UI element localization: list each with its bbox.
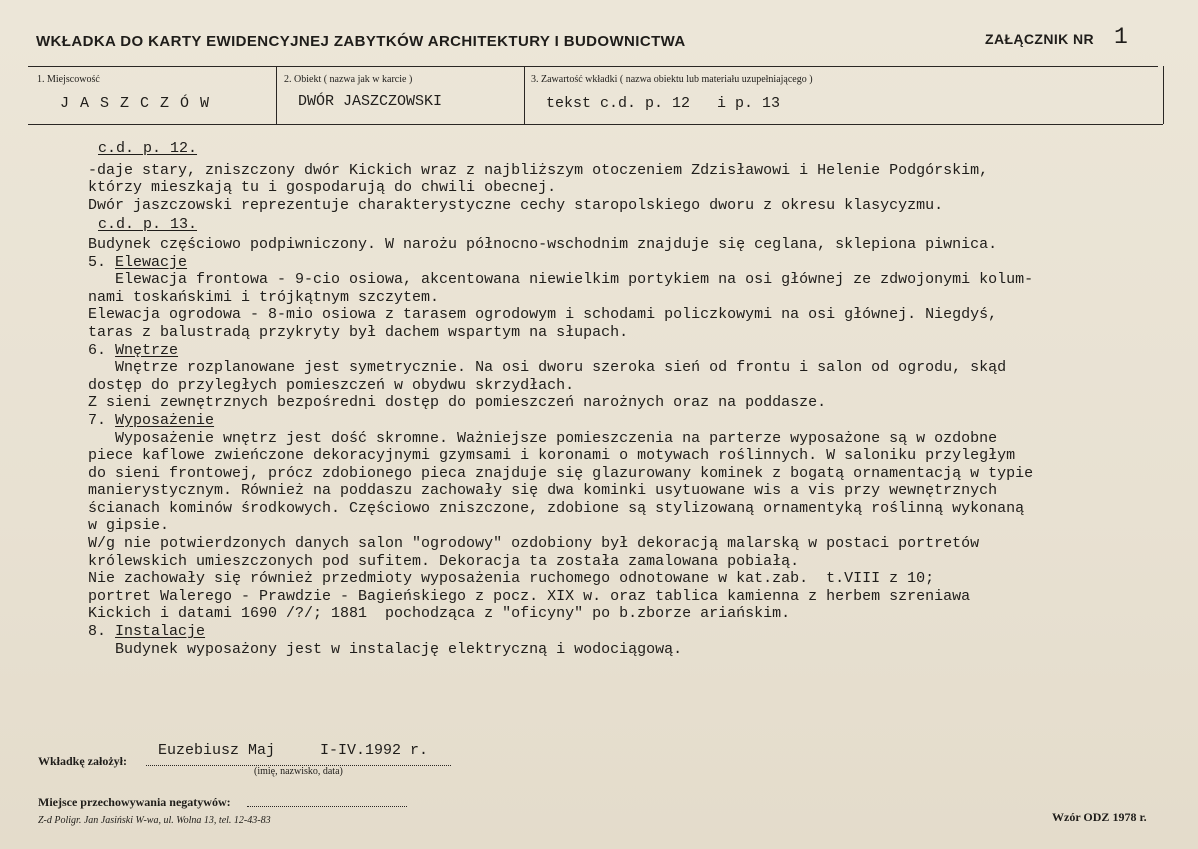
text-line: którzy mieszkają tu i gospodarują do chwili obecnej. [88, 179, 557, 197]
text-line: Kickich i datami 1690 /?/; 1881 pochodząca z "oficyny" po b.zborze ariańskim. [88, 605, 791, 623]
text-line: taras z balustradą przykryty był dachem wspartym na słupach. [88, 323, 629, 341]
section-heading-interior: Wnętrze [115, 341, 179, 359]
object-label: 2. Obiekt ( nazwa jak w karcie ) [284, 74, 413, 85]
section-heading-installations: Instalacje [115, 623, 206, 641]
text-line: W/g nie potwierdzonych danych salon "ogrodowy" ozdobiony był dekoracją malarską w postaci portretów [88, 535, 980, 553]
created-by-caption: (imię, nazwisko, data) [254, 766, 343, 777]
section-number: 8. [88, 623, 107, 641]
header-rule-bottom [28, 124, 1163, 125]
text-line: Elewacja frontowa - 9-cio osiowa, akcentowana niewielkim portykiem na osi głównej ze zdwojonymi kolum- [88, 271, 1034, 289]
text-line: Elewacja ogrodowa - 8-mio osiowa z tarasem ogrodowym i schodami policzkowymi na osi głównej. Niegdyś, [88, 306, 998, 324]
text-line: manierystycznym. Również na poddaszu zachowały się dwa kominki usytuowane wis a vis przy wewnętrznych [88, 482, 998, 500]
section-number: 7. [88, 411, 107, 429]
negatives-dotted-line [247, 806, 407, 807]
created-by-label: Wkładkę założył: [38, 754, 127, 768]
header-rule-top [28, 66, 1158, 67]
field-divider-2 [524, 66, 525, 124]
text-line: dostęp do przyległych pomieszczeń w obydwu skrzydłach. [88, 376, 575, 394]
printer-imprint: Z-d Poligr. Jan Jasiński W-wa, ul. Wolna 13, tel. 12-43-83 [38, 815, 271, 826]
negatives-location-label: Miejsce przechowywania negatywów: [38, 795, 231, 809]
text-line: portret Walerego - Prawdzie - Bagieńskiego z pocz. XIX w. oraz tablica kamienna z herbem szreniawa [88, 587, 971, 605]
text-line: do sieni frontowej, prócz zdobionego pieca znajduje się glazurowany kominek z bogatą ornamentacją w typie [88, 464, 1034, 482]
content-label: 3. Zawartość wkładki ( nazwa obiektu lub materiału uzupełniającego ) [531, 74, 813, 85]
text-line: -daje stary, zniszczony dwór Kickich wraz z najbliższym otoczeniem Zdzisławowi i Helenie Podgórskim, [88, 161, 989, 179]
field-divider-right [1163, 66, 1164, 124]
continuation-p12: c.d. p. 12. [98, 140, 198, 157]
text-line: Wnętrze rozplanowane jest symetrycznie. Na osi dworu szeroka sień od frontu i salon od ogrodu, skąd [88, 359, 1007, 377]
annex-number: 1 [1114, 24, 1128, 50]
content-value: tekst c.d. p. 12 i p. 13 [546, 95, 781, 112]
text-line: Nie zachowały się również przedmioty wyposażenia ruchomego odnotowane w kat.zab. t.VIII z 10; [88, 570, 935, 588]
object-value: DWÓR JASZCZOWSKI [298, 93, 443, 110]
section-heading-furnishings: Wyposażenie [115, 411, 215, 429]
text-line: królewskich umieszczonych pod sufitem. Dekoracja ta została zamalowana pobiałą. [88, 552, 800, 570]
text-line: Budynek wyposażony jest w instalację elektryczną i wodociągową. [88, 640, 683, 658]
text-line: nami toskańskimi i trójkątnym szczytem. [88, 288, 440, 306]
text-line: ścianach kominów środkowych. Częściowo zniszczone, zdobione są stylizowaną ornamentyką roślinną wykonaną [88, 499, 1025, 517]
text-line: Z sieni zewnętrznych bezpośredni dostęp do pomieszczeń narożnych oraz na poddasze. [88, 394, 827, 412]
text-line: Budynek częściowo podpiwniczony. W narożu północno-wschodnim znajduje się ceglana, sklepiona piwnica. [88, 235, 998, 253]
locality-label: 1. Miejscowość [37, 74, 100, 85]
card-title: WKŁADKA DO KARTY EWIDENCYJNEJ ZABYTKÓW ARCHITEKTURY I BUDOWNICTWA [36, 33, 686, 50]
continuation-p13: c.d. p. 13. [98, 216, 198, 234]
text-line: w gipsie. [88, 517, 170, 535]
text-line: Dwór jaszczowski reprezentuje charakterystyczne cechy staropolskiego dworu z okresu klasycyzmu. [88, 196, 944, 214]
form-code: Wzór ODZ 1978 r. [1052, 810, 1147, 824]
text-line: Wyposażenie wnętrz jest dość skromne. Ważniejsze pomieszczenia na parterze wyposażone są w ozdobne [88, 429, 998, 447]
annex-label: ZAŁĄCZNIK NR [985, 31, 1095, 47]
section-number: 5. [88, 253, 107, 271]
section-heading-elevations: Elewacje [115, 253, 188, 271]
field-divider-1 [276, 66, 277, 124]
text-line: piece kaflowe zwieńczone dekoracyjnymi gzymsami i koronami o motywach roślinnych. W saloniku przyległym [88, 447, 1016, 465]
locality-value: J A S Z C Z Ó W [60, 95, 211, 112]
created-by-value: Euzebiusz Maj I-IV.1992 r. [158, 742, 429, 759]
section-number: 6. [88, 341, 107, 359]
typed-text-body [88, 140, 1148, 658]
